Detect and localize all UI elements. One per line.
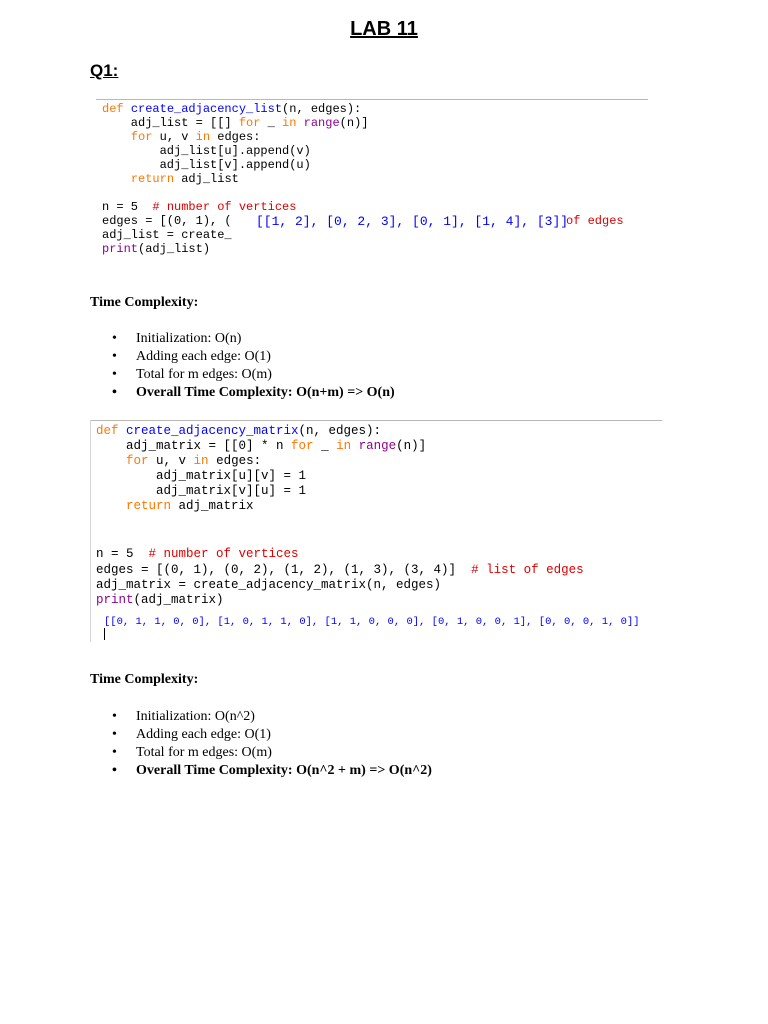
code-line: return adj_list xyxy=(130,172,239,186)
list-item: • Adding each edge: O(1) xyxy=(90,726,432,744)
screenshot-border xyxy=(96,99,648,100)
code-comment: of edges xyxy=(566,214,624,228)
question-heading: Q1: xyxy=(90,61,119,80)
screenshot-border xyxy=(90,420,662,421)
code-line: adj_list = [[] for _ in range(n)] xyxy=(102,116,369,130)
code-line: for u, v in edges: xyxy=(130,130,261,144)
list-item: • Total for m edges: O(m) xyxy=(90,366,395,384)
code-line: edges = [(0, 1), (0, 2), (1, 2), (1, 3), (3, 4)] # list of edges xyxy=(96,563,584,577)
console-output: [[0, 1, 1, 0, 0], [1, 0, 1, 1, 0], [1, 1, 0, 0, 0], [0, 1, 0, 0, 1], [0, 0, 0, 1, 0]] xyxy=(104,616,640,628)
code-line: adj_list[v].append(u) xyxy=(102,158,311,172)
code-screenshot-adjacency-list xyxy=(96,99,648,261)
time-complexity-heading: Time Complexity: xyxy=(90,672,199,687)
list-item: • Initialization: O(n^2) xyxy=(90,708,432,726)
code-line: def create_adjacency_matrix(n, edges): xyxy=(96,424,382,438)
code-line: n = 5 # number of vertices xyxy=(102,200,297,214)
list-item-overall: • Overall Time Complexity: O(n+m) => O(n) xyxy=(90,384,395,402)
list-item: • Initialization: O(n) xyxy=(90,330,395,348)
document-title: LAB 11 xyxy=(350,18,418,40)
complexity-list xyxy=(90,330,395,402)
code-line: adj_matrix[u][v] = 1 xyxy=(96,469,307,483)
code-line: def create_adjacency_list(n, edges): xyxy=(102,102,362,116)
code-screenshot-adjacency-matrix xyxy=(90,420,662,642)
time-complexity-heading: Time Complexity: xyxy=(90,295,199,310)
list-item-overall: • Overall Time Complexity: O(n^2 + m) => O(n^2) xyxy=(90,762,432,780)
code-line: for u, v in edges: xyxy=(126,454,262,468)
complexity-list xyxy=(90,708,432,780)
code-line: edges = [(0, 1), ( xyxy=(102,214,232,228)
code-line: adj_matrix = create_adjacency_matrix(n, edges) xyxy=(96,578,442,592)
code-line: return adj_matrix xyxy=(126,499,254,513)
code-line: n = 5 # number of vertices xyxy=(96,547,299,561)
text-cursor xyxy=(104,628,105,640)
code-line: print(adj_matrix) xyxy=(96,593,224,607)
code-line: adj_list[u].append(v) xyxy=(102,144,311,158)
code-line: adj_matrix = [[0] * n for _ in range(n)] xyxy=(96,439,427,453)
list-item: • Total for m edges: O(m) xyxy=(90,744,432,762)
code-line: print(adj_list) xyxy=(102,242,211,256)
screenshot-border xyxy=(90,420,91,642)
list-item: • Adding each edge: O(1) xyxy=(90,348,395,366)
console-output: [[1, 2], [0, 2, 3], [0, 1], [1, 4], [3]] xyxy=(256,214,569,229)
code-line: adj_matrix[v][u] = 1 xyxy=(96,484,307,498)
code-line: adj_list = create_ xyxy=(102,228,232,242)
